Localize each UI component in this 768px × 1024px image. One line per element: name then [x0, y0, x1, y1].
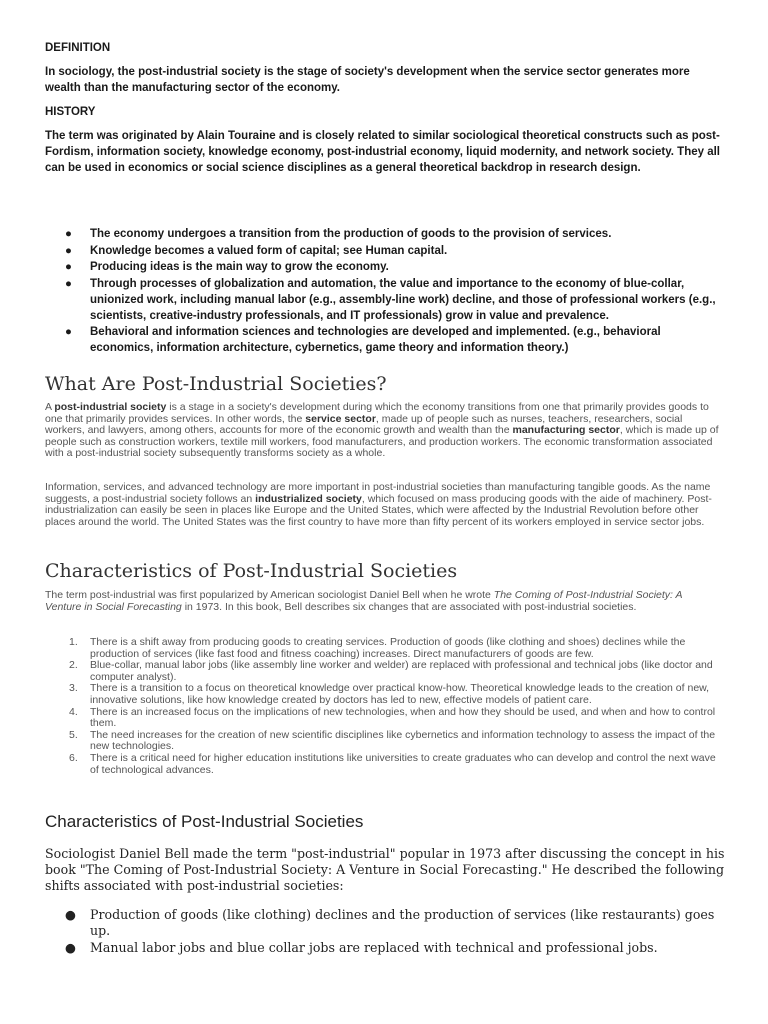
list-item	[45, 907, 717, 939]
text-run: The term post-industrial was first popularized by American sociologist Daniel Bell when he wrote	[45, 589, 494, 601]
definition-heading	[45, 40, 725, 56]
text-run: , which is made up of people such as construction workers, textile mill workers, food manufacturers, and production workers. The economic transformation associated with a post-industrial society subsequently transforms society as a whole.	[45, 424, 719, 460]
list-item	[45, 707, 719, 730]
list-item	[45, 683, 719, 706]
characteristics-heading-2: Characteristics of Post-Industrial Societies	[45, 812, 364, 831]
list-number: 5.	[69, 728, 78, 741]
list-number: 3.	[69, 682, 78, 695]
definition-heading-text: DEFINITION	[45, 42, 111, 54]
list-item	[45, 730, 719, 753]
features-bullet-list	[45, 226, 717, 357]
list-item-text: Manual labor jobs and blue collar jobs are replaced with technical and professional jobs.	[90, 940, 658, 955]
list-item	[45, 660, 719, 683]
list-item-text: The need increases for the creation of new scientific disciplines like cybernetics and information technology to assess the impact of the new technologies.	[90, 728, 716, 753]
term-post-industrial-society: post-industrial society	[54, 401, 167, 413]
list-number: 6.	[69, 751, 78, 764]
text-run: , made up of people such as nurses, teachers, researchers, social workers, and lawyers, among others, accounts for more of the economic growth and wealth than the	[45, 412, 683, 437]
characteristics-intro	[45, 590, 719, 613]
list-item-text: There is a transition to a focus on theoretical knowledge over practical know-how. Theoretical knowledge leads to the creation of new, innovative solutions, like how knowledge created by doctors has led to new, effective models of patient care.	[90, 682, 710, 706]
list-item-text: Through processes of globalization and automation, the value and importance to the economy of blue-collar, unionized work, including manual labor (e.g., assembly-line work) decline, and those of professional workers (e.g., scientists, creative-industry professionals, and IT professionals) grow in value and prevalence.	[90, 277, 716, 322]
definition-body	[45, 64, 725, 96]
list-item-text: There is a shift away from producing goods to creating services. Production of goods (like clothing and shoes) declines while the production of services (like fast food and fitness coaching) increases. Direct manufacturers of goods are few.	[90, 636, 686, 660]
text-run: is a stage in a society's development during which the economy transitions from one that primarily provides goods to one that primarily provides services. In other words, the	[45, 401, 709, 425]
list-item-text: There is an increased focus on the implications of new technologies, when and how they should be used, and when and how to control them.	[90, 705, 716, 730]
history-heading-text: HISTORY	[45, 106, 96, 118]
history-body-text: The term was originated by Alain Touraine and is closely related to similar sociological theoretical constructs such as post-Fordism, information society, knowledge economy, post-industrial economy, liquid modernity, and network society. They all can be used in economics or social science disciplines as a general theoretical backdrop in research design.	[45, 130, 720, 174]
list-item	[45, 940, 717, 956]
term-service-sector: service sector	[305, 412, 376, 425]
list-item-text: Producing ideas is the main way to grow the economy.	[90, 261, 389, 273]
text-run: , which focused on mass producing goods with the aide of machinery. Post-industrialization can easily be seen in places like Europe and the United States, which were affected by the Industrial Revolution before other places around the world. The United States was the first country to have more than fifty percent of its workers employed in service sector jobs.	[45, 492, 712, 528]
list-item	[45, 753, 719, 776]
text-run: Information, services, and advanced technology are more important in post-industrial societies than manufacturing tangible goods. As the name suggests, a post-industrial society follows an	[45, 481, 711, 505]
characteristics-2-bullet-list	[45, 907, 717, 957]
what-are-heading: What Are Post-Industrial Societies?	[45, 373, 387, 395]
list-item-text: There is a critical need for higher education institutions like universities to create graduates who can develop and control the next wave of technological advances.	[90, 751, 716, 776]
bullet-icon: ●	[65, 244, 72, 257]
bullet-icon: ●	[65, 261, 72, 273]
history-heading	[45, 104, 725, 120]
characteristics-2-intro: Sociologist Daniel Bell made the term "post-industrial" popular in 1973 after discussing the concept in his book "The Coming of Post-Industrial Society: A Venture in Social Forecasting." He described the following shifts associated with post-industrial societies:	[45, 846, 725, 893]
list-item-text: Production of goods (like clothing) declines and the production of services (like restaurants) goes up.	[90, 907, 715, 938]
list-item	[45, 243, 717, 259]
term-industrialized-society: industrialized society	[255, 492, 362, 505]
text-run: A	[45, 401, 55, 413]
list-number: 1.	[69, 636, 78, 648]
definition-body-text: In sociology, the post-industrial society is the stage of society's development when the service sector generates more wealth than the manufacturing sector of the economy.	[45, 66, 690, 94]
what-are-paragraph-2	[45, 482, 719, 528]
term-manufacturing-sector: manufacturing sector	[512, 424, 620, 437]
history-body	[45, 128, 725, 176]
characteristics-heading: Characteristics of Post-Industrial Societies	[45, 560, 458, 582]
book-title: The Coming of Post-Industrial Society: A Venture in Social Forecasting	[45, 589, 683, 613]
bullet-icon: ●	[65, 277, 72, 290]
list-item	[45, 324, 717, 356]
list-item-text: Blue-collar, manual labor jobs (like assembly line worker and welder) are replaced with professional and technical jobs (like doctor and computer analyst).	[90, 659, 713, 683]
list-number: 2.	[69, 659, 78, 672]
list-item-text: Behavioral and information sciences and technologies are developed and implemented. (e.g., behavioral economics, information architecture, cybernetics, game theory and information theory.)	[90, 326, 661, 354]
list-number: 4.	[69, 705, 78, 718]
bullet-icon: ●	[65, 326, 72, 338]
bullet-icon: ●	[65, 907, 76, 922]
what-are-paragraph-1	[45, 402, 719, 460]
text-run: in 1973. In this book, Bell describes six changes that are associated with post-industrial societies.	[181, 600, 637, 613]
bullet-icon: ●	[65, 940, 76, 955]
list-item	[45, 637, 719, 660]
list-item	[45, 276, 717, 324]
characteristics-numbered-list	[45, 637, 719, 776]
list-item	[45, 259, 717, 275]
bullet-icon: ●	[65, 228, 72, 240]
list-item-text: Knowledge becomes a valued form of capital; see Human capital.	[90, 244, 448, 257]
list-item-text: The economy undergoes a transition from the production of goods to the provision of services.	[90, 228, 612, 240]
list-item	[45, 226, 717, 242]
